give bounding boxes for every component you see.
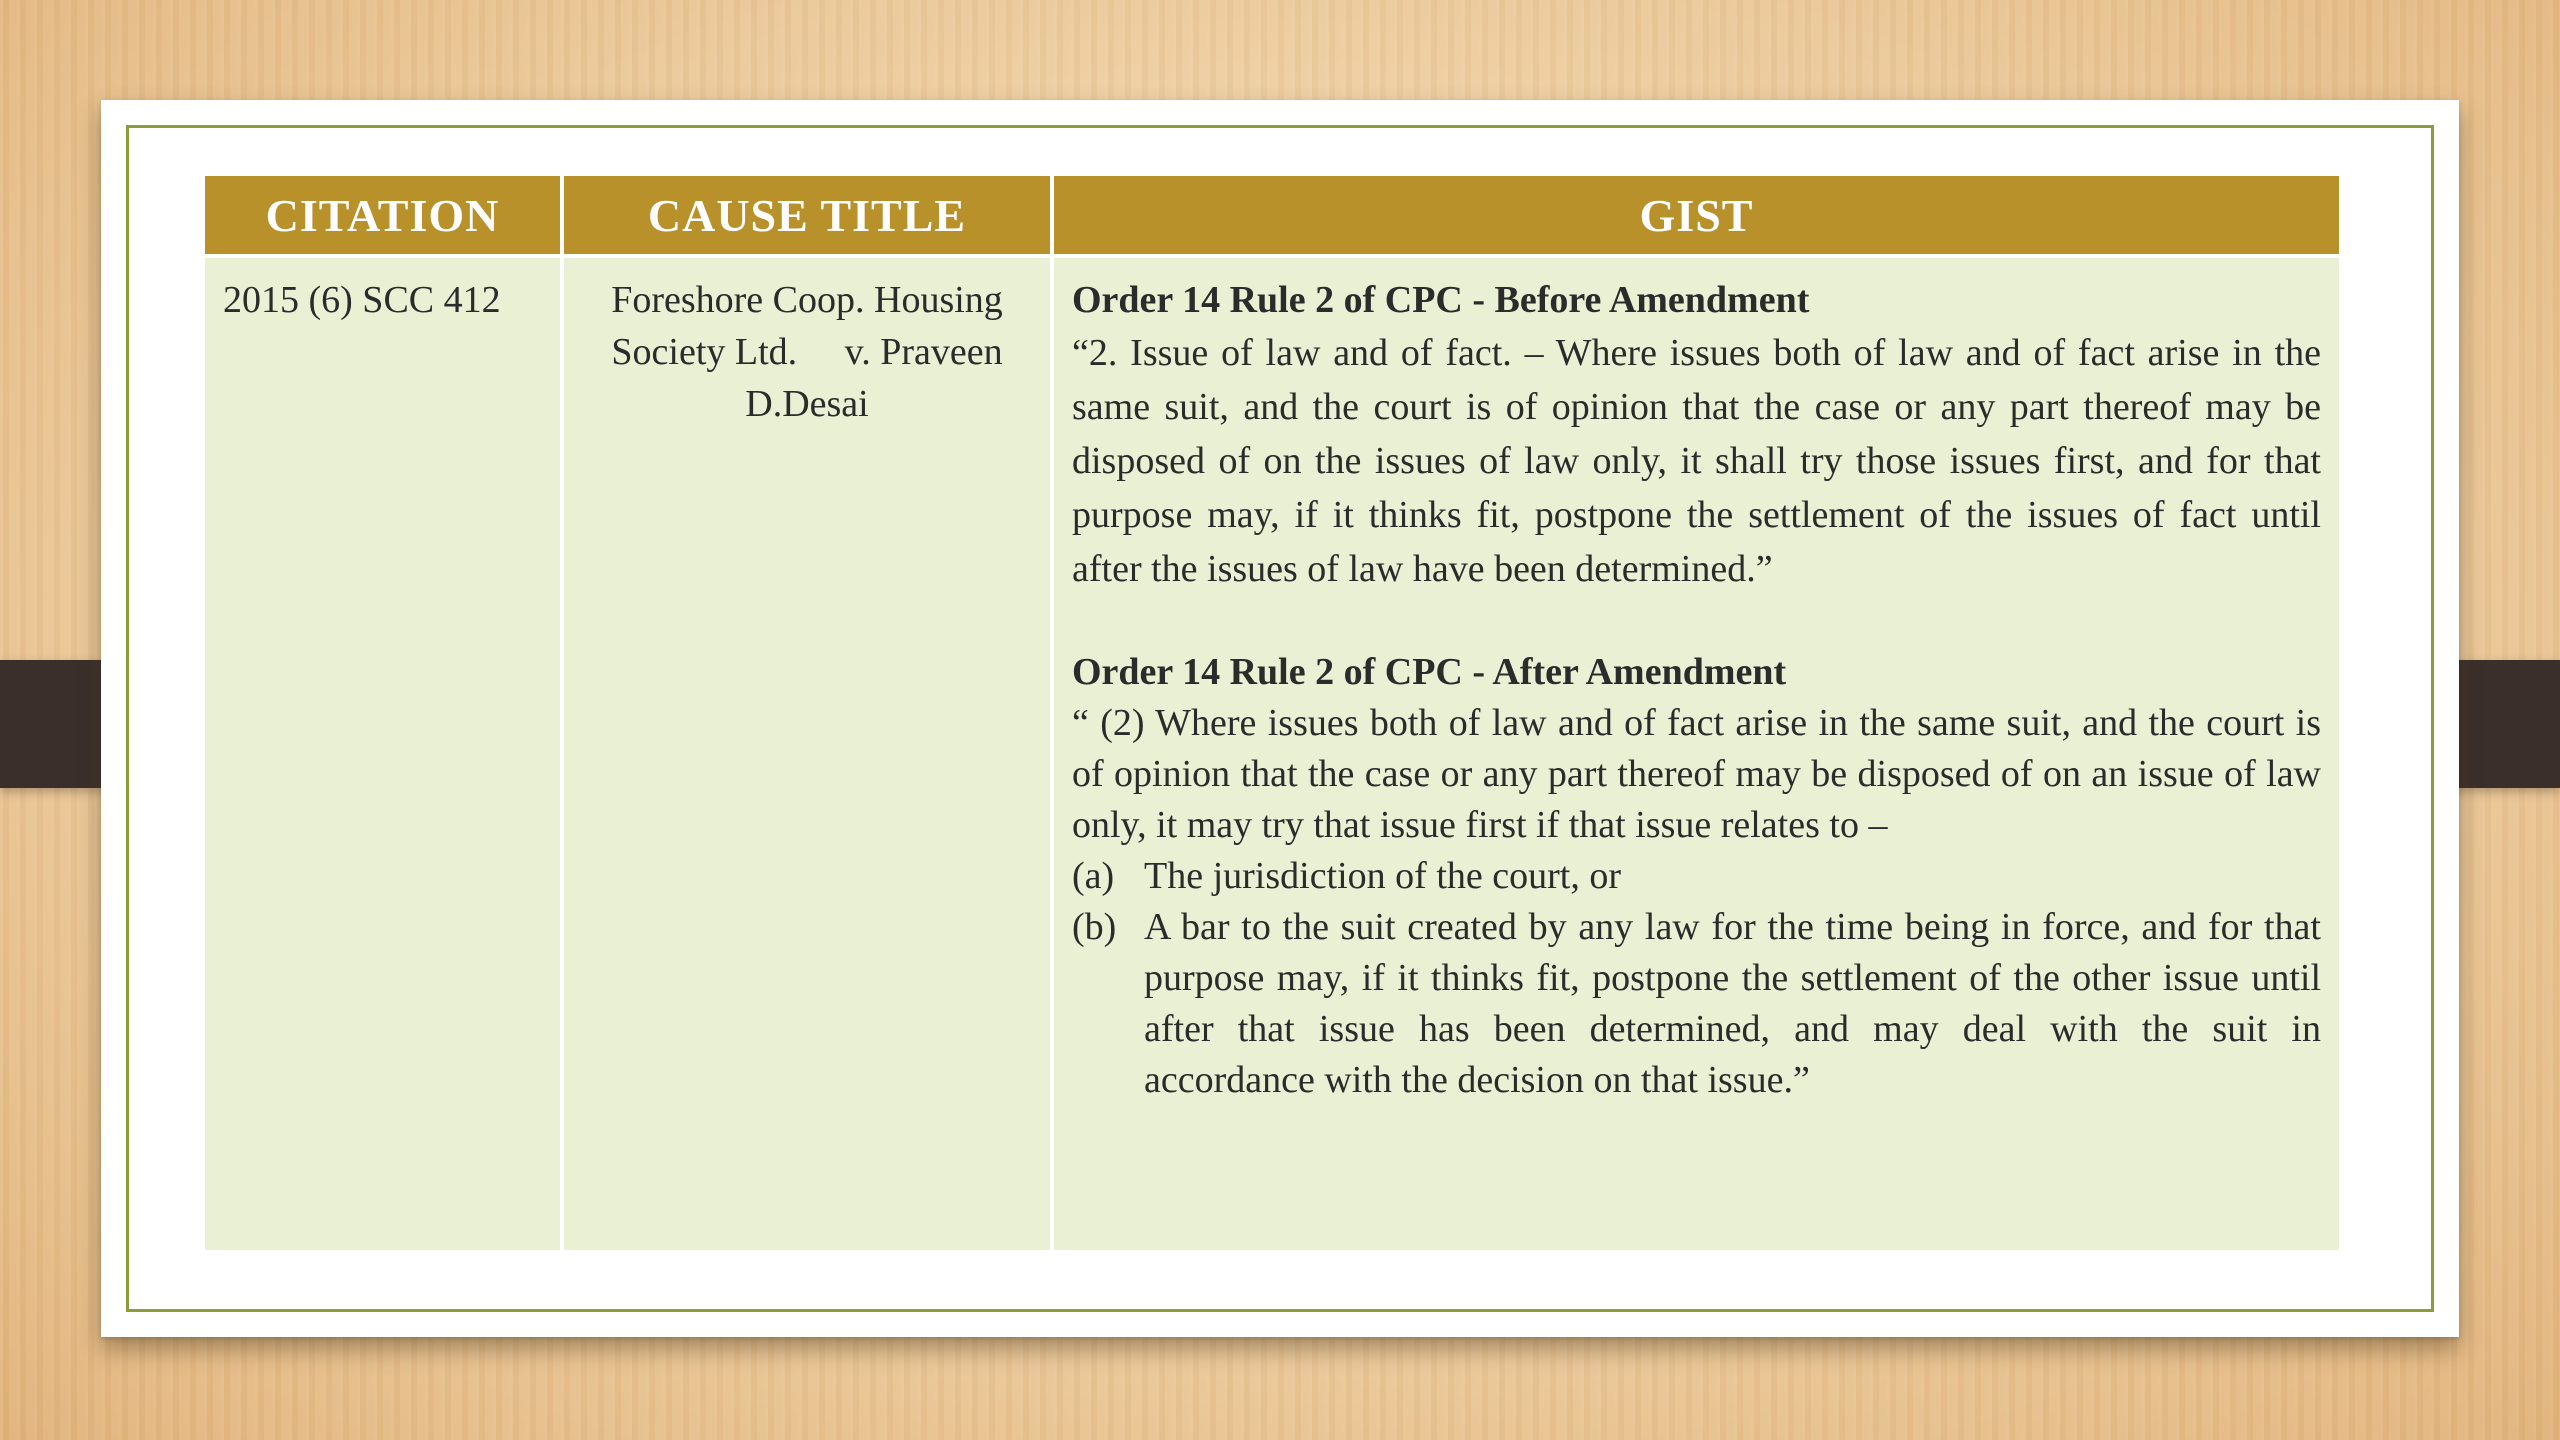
cause-title-line-3: D.Desai [745,383,869,425]
cell-cause-title [560,254,1050,1250]
case-table [205,176,2339,1250]
cell-gist [1050,254,2339,1250]
header-cause-title: CAUSE TITLE [560,176,1050,254]
gist-spacer [1072,596,2321,646]
gist-after-heading: Order 14 Rule 2 of CPC - After Amendment [1072,651,1787,693]
gist-list-item-a [1072,851,2321,902]
cause-title-line-2: Society Ltd. v. Praveen [611,331,1003,373]
list-text-b: A bar to the suit created by any law for the time being in force, and for that purpose may, if it thinks fit, postpone the settlement of the other issue until after that issue has been determined, and may deal with the suit in accordance with the decision on that issue.” [1144,906,2321,1101]
citation-text: 2015 (6) SCC 412 [223,279,501,321]
header-gist: GIST [1050,176,2339,254]
cause-title-line-1: Foreshore Coop. Housing [611,279,1003,321]
header-citation: CITATION [205,176,560,254]
list-marker-a: (a) [1072,855,1115,897]
gist-before-heading: Order 14 Rule 2 of CPC - Before Amendment [1072,279,1810,321]
gist-list-item-b [1072,902,2321,1106]
list-text-a: The jurisdiction of the court, or [1144,855,1621,897]
list-marker-b: (b) [1072,906,1117,948]
gist-after-text: “ (2) Where issues both of law and of fact arise in the same suit, and the court is of opinion that the case or any part thereof may be disposed of on an issue of law only, it may try that issue first if that issue relates to – [1072,702,2321,846]
cell-citation [205,254,560,1250]
gist-before-text: “2. Issue of law and of fact. – Where issues both of law and of fact arise in the same suit, and the court is of opinion that the case or any part thereof may be disposed of on the issues of law only, it shall try those issues first, and for that purpose may, if it thinks fit, postpone the settlement of the issues of fact until after the issues of law have been determined.” [1072,332,2321,590]
